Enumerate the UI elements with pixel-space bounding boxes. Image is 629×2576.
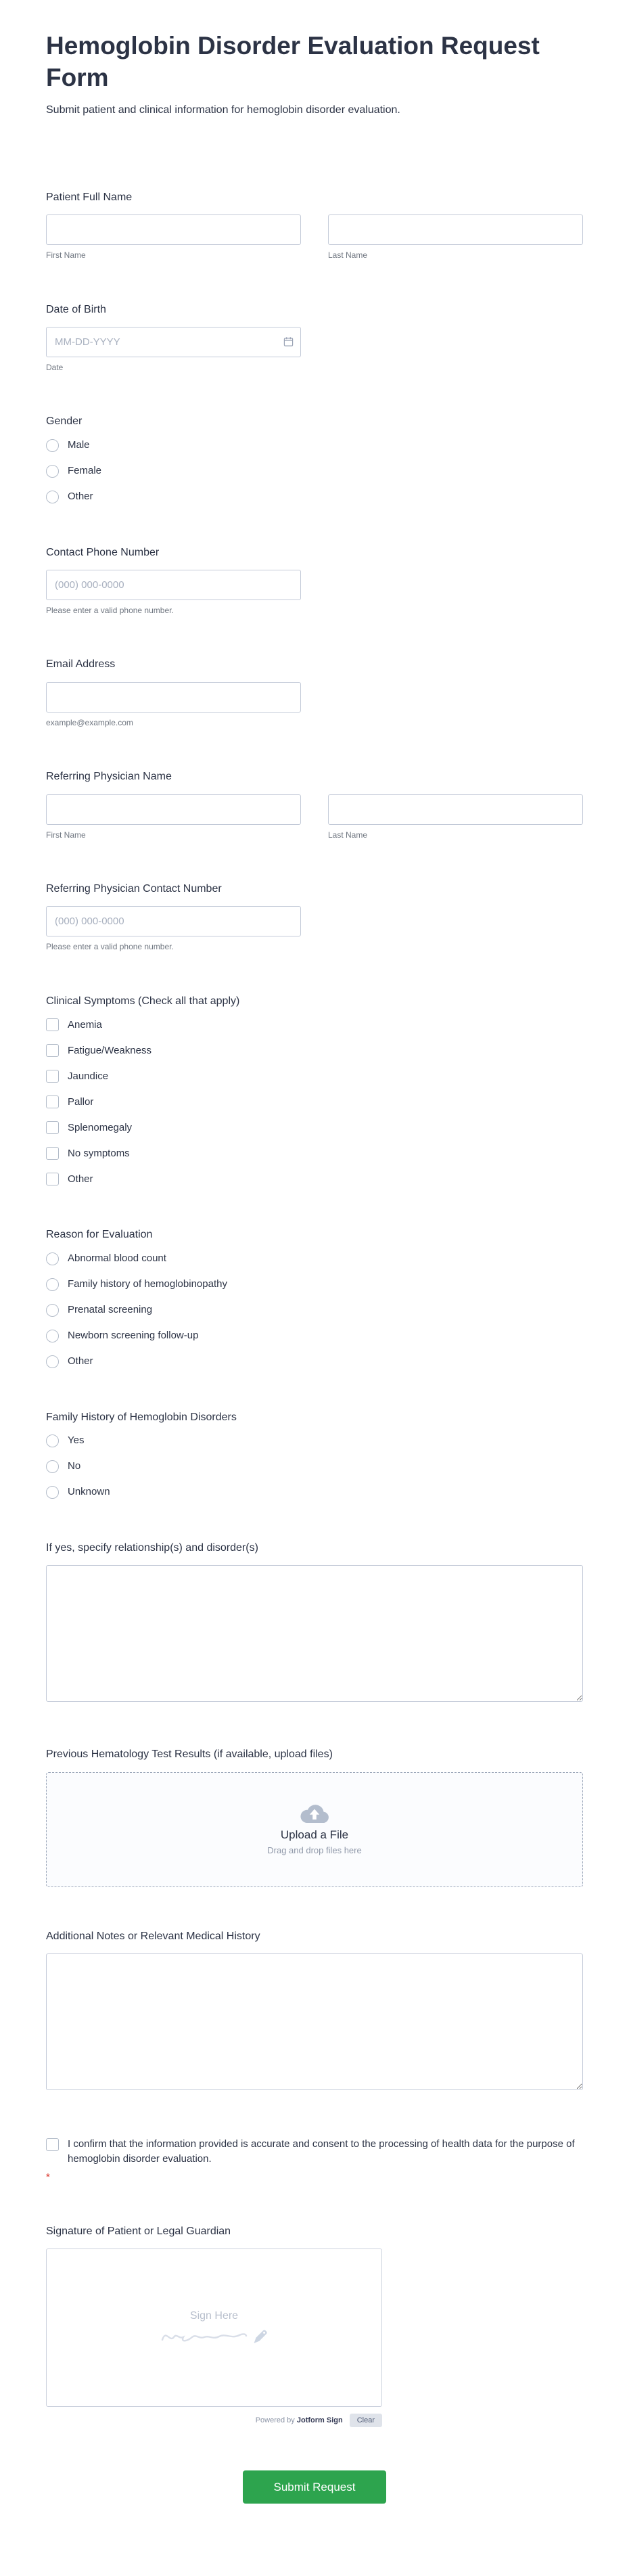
field-family-history xyxy=(46,1411,583,1499)
submit-row xyxy=(46,2470,583,2504)
consent-text: I confirm that the information provided is accurate and consent to the processing of health data for the purpose of hemoglobin disorder evaluation. xyxy=(68,2138,575,2165)
phone-sublabel: Please enter a valid phone number. xyxy=(46,606,174,616)
family-history-yes-label: Yes xyxy=(68,1434,85,1447)
symptom-option-jaundice xyxy=(46,1070,583,1083)
reason-abnormal-blood-count-label: Abnormal blood count xyxy=(68,1252,166,1265)
reason-option-newborn-screening xyxy=(46,1330,583,1342)
field-signature xyxy=(46,2225,583,2427)
form-title: Hemoglobin Disorder Evaluation Request Form xyxy=(46,32,540,92)
symptom-checkbox-no-symptoms[interactable] xyxy=(46,1147,59,1160)
powered-by-text: Powered by xyxy=(255,2416,295,2425)
symptom-anemia-label: Anemia xyxy=(68,1018,102,1031)
family-history-label: Family History of Hemoglobin Disorders xyxy=(46,1411,237,1423)
phone-input[interactable] xyxy=(46,570,301,600)
email-label: Email Address xyxy=(46,658,116,671)
gender-option-female xyxy=(46,465,583,478)
symptom-splenomegaly-label: Splenomegaly xyxy=(68,1121,133,1133)
field-symptoms xyxy=(46,995,583,1185)
powered-by-jotform-sign xyxy=(256,2416,343,2424)
reason-family-history-label: Family history of hemoglobinopathy xyxy=(68,1278,227,1290)
symptom-option-other xyxy=(46,1173,583,1185)
symptom-other-label: Other xyxy=(68,1173,93,1185)
sign-here-text: Sign Here xyxy=(189,2310,239,2322)
reason-prenatal-screening-label: Prenatal screening xyxy=(68,1304,153,1316)
signature-label: Signature of Patient or Legal Guardian xyxy=(46,2225,231,2237)
symptom-option-pallor xyxy=(46,1095,583,1108)
form-subtitle: Submit patient and clinical information for hemoglobin disorder evaluation. xyxy=(46,104,400,116)
signature-pad[interactable] xyxy=(46,2249,382,2407)
relationship-label: If yes, specify relationship(s) and disorder(s) xyxy=(46,1541,258,1554)
reason-option-other xyxy=(46,1355,583,1368)
family-history-option-yes xyxy=(46,1434,583,1447)
relationship-textarea[interactable] xyxy=(46,1565,583,1702)
gender-option-other xyxy=(46,491,583,503)
physician-phone-sublabel: Please enter a valid phone number. xyxy=(46,942,174,952)
family-history-no-label: No xyxy=(68,1460,81,1472)
symptom-no-symptoms-label: No symptoms xyxy=(68,1147,130,1159)
field-date-of-birth xyxy=(46,304,583,373)
field-contact-phone xyxy=(46,547,583,616)
reason-radio-abnormal-blood-count[interactable] xyxy=(46,1252,59,1265)
submit-button[interactable]: Submit Request xyxy=(243,2470,386,2504)
upload-cloud-icon xyxy=(300,1803,329,1825)
field-physician-name xyxy=(46,771,583,840)
family-history-option-unknown xyxy=(46,1486,583,1499)
reason-radio-prenatal-screening[interactable] xyxy=(46,1304,59,1317)
patient-first-name-sublabel: First Name xyxy=(46,250,86,261)
field-email xyxy=(46,658,583,727)
symptom-checkbox-jaundice[interactable] xyxy=(46,1070,59,1083)
reason-radio-other[interactable] xyxy=(46,1355,59,1368)
reason-option-prenatal-screening xyxy=(46,1304,583,1317)
reason-option-family-history xyxy=(46,1278,583,1291)
calendar-icon[interactable] xyxy=(283,337,294,347)
family-history-unknown-label: Unknown xyxy=(68,1486,110,1498)
symptom-option-splenomegaly xyxy=(46,1121,583,1134)
field-additional-notes xyxy=(46,1930,583,2094)
gender-male-label: Male xyxy=(68,439,90,451)
symptom-checkbox-pallor[interactable] xyxy=(46,1095,59,1108)
family-history-radio-yes[interactable] xyxy=(46,1434,59,1447)
form-header xyxy=(46,30,583,117)
symptom-option-fatigue xyxy=(46,1044,583,1057)
family-history-option-no xyxy=(46,1460,583,1473)
patient-name-label: Patient Full Name xyxy=(46,191,133,203)
signature-scribble xyxy=(160,2325,249,2345)
reason-newborn-screening-label: Newborn screening follow-up xyxy=(68,1330,199,1342)
upload-file-button-label: Upload a File xyxy=(280,1828,349,1842)
pen-icon xyxy=(252,2328,269,2345)
symptom-checkbox-splenomegaly[interactable] xyxy=(46,1121,59,1134)
dob-sublabel: Date xyxy=(46,362,64,372)
gender-female-label: Female xyxy=(68,465,102,477)
field-relationship-details xyxy=(46,1542,583,1705)
reason-option-abnormal-blood-count xyxy=(46,1252,583,1265)
physician-name-label: Referring Physician Name xyxy=(46,771,172,783)
physician-first-name-sublabel: First Name xyxy=(46,830,86,840)
file-upload-area[interactable] xyxy=(46,1772,583,1887)
reason-label: Reason for Evaluation xyxy=(46,1229,153,1241)
consent-required-asterisk: * xyxy=(46,2171,50,2183)
symptom-checkbox-other[interactable] xyxy=(46,1173,59,1185)
patient-last-name-sublabel: Last Name xyxy=(328,250,368,261)
physician-phone-input[interactable] xyxy=(46,906,301,936)
symptom-option-no-symptoms xyxy=(46,1147,583,1160)
field-patient-name xyxy=(46,191,583,261)
family-history-radio-unknown[interactable] xyxy=(46,1486,59,1499)
physician-first-name-input[interactable] xyxy=(46,794,301,825)
patient-last-name-input[interactable] xyxy=(328,214,583,245)
gender-radio-female[interactable] xyxy=(46,465,59,478)
reason-radio-family-history[interactable] xyxy=(46,1278,59,1291)
field-reason xyxy=(46,1229,583,1368)
gender-other-label: Other xyxy=(68,491,93,503)
signature-footer xyxy=(46,2414,382,2427)
symptoms-label: Clinical Symptoms (Check all that apply) xyxy=(46,995,240,1007)
notes-label: Additional Notes or Relevant Medical History xyxy=(46,1930,260,1942)
gender-radio-other[interactable] xyxy=(46,491,59,503)
gender-radio-male[interactable] xyxy=(46,439,59,452)
symptom-pallor-label: Pallor xyxy=(68,1095,94,1108)
physician-last-name-input[interactable] xyxy=(328,794,583,825)
gender-label: Gender xyxy=(46,415,83,428)
symptom-fatigue-label: Fatigue/Weakness xyxy=(68,1044,152,1056)
notes-textarea[interactable] xyxy=(46,1953,583,2090)
symptom-checkbox-fatigue[interactable] xyxy=(46,1044,59,1057)
symptom-jaundice-label: Jaundice xyxy=(68,1070,109,1082)
symptom-option-anemia xyxy=(46,1018,583,1031)
patient-first-name-input[interactable] xyxy=(46,214,301,245)
consent-checkbox[interactable] xyxy=(46,2138,59,2151)
field-gender xyxy=(46,415,583,503)
gender-option-male xyxy=(46,439,583,452)
reason-other-label: Other xyxy=(68,1355,93,1368)
family-history-radio-no[interactable] xyxy=(46,1460,59,1473)
clear-signature-button[interactable]: Clear xyxy=(350,2414,382,2427)
email-input[interactable] xyxy=(46,682,301,713)
upload-label: Previous Hematology Test Results (if available, upload files) xyxy=(46,1748,333,1761)
dob-label: Date of Birth xyxy=(46,303,106,315)
symptom-checkbox-anemia[interactable] xyxy=(46,1018,59,1031)
upload-hint: Drag and drop files here xyxy=(267,1845,362,1856)
field-file-upload xyxy=(46,1748,583,1886)
field-physician-phone xyxy=(46,883,583,952)
physician-last-name-sublabel: Last Name xyxy=(328,830,368,840)
field-consent xyxy=(46,2137,583,2182)
email-sublabel: example@example.com xyxy=(46,717,133,727)
reason-radio-newborn-screening[interactable] xyxy=(46,1330,59,1342)
jotform-sign-brand: Jotform Sign xyxy=(296,2416,343,2425)
physician-phone-label: Referring Physician Contact Number xyxy=(46,883,222,895)
dob-input[interactable] xyxy=(46,327,301,357)
phone-label: Contact Phone Number xyxy=(46,546,160,558)
